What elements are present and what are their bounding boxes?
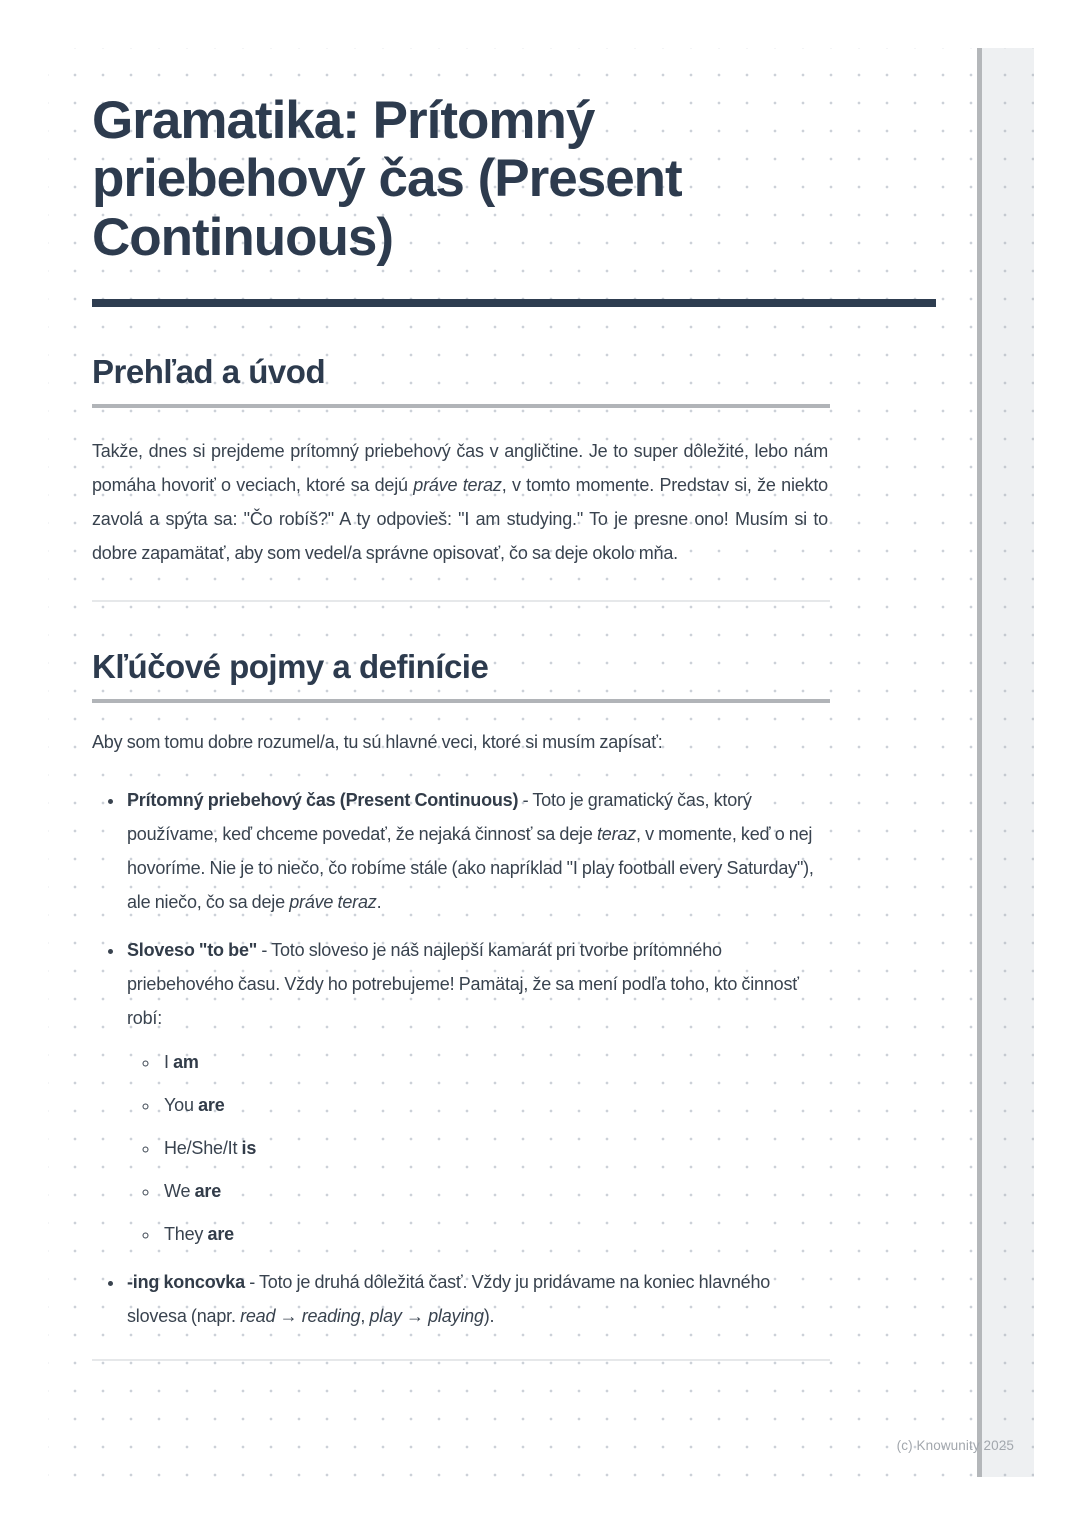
list-item-ing-ending: [125, 1265, 830, 1333]
section-divider: [92, 600, 830, 602]
italic-run: teraz: [596, 824, 636, 845]
text-run: , v momente, keď o nej hovoríme. Nie je to niečo, čo robíme stále (ako napríklad "I play football every Saturday"), ale niečo, čo sa deje: [127, 824, 814, 913]
italic-run: práve teraz: [289, 892, 377, 913]
verb-bold: am: [173, 1052, 199, 1073]
term-bold: -ing koncovka: [127, 1272, 245, 1293]
list-item-form-we: [160, 1174, 830, 1208]
verb-bold: is: [241, 1138, 257, 1159]
bottom-divider: [92, 1359, 830, 1361]
side-panel: [982, 48, 1034, 1477]
section-key-concepts: [92, 646, 933, 1333]
text-run: We: [164, 1181, 195, 1202]
text-run: .: [376, 892, 382, 913]
italic-run: playing: [428, 1306, 484, 1327]
italic-run: read: [240, 1306, 276, 1327]
overview-heading: Prehľad a úvod: [92, 352, 326, 390]
key-concepts-heading-rule: [92, 699, 830, 703]
title-rule: [92, 299, 936, 307]
verb-bold: are: [198, 1095, 225, 1116]
text-run: He/She/It: [164, 1138, 242, 1159]
italic-run: práve teraz: [413, 475, 502, 496]
title-line-3: Continuous): [92, 207, 394, 267]
key-concepts-intro: Aby som tomu dobre rozumel/a, tu sú hlavné veci, ktoré si musím zapísať:: [92, 732, 663, 753]
title-line-1: Gramatika: Prítomný: [92, 91, 595, 150]
document-content: [48, 48, 977, 1361]
key-concepts-list: [92, 783, 830, 1333]
arrow-glyph: →: [275, 1306, 302, 1327]
text-run: - Toto je gramatický čas, ktorý používame, keď chceme povedať, že nejaká činnosť sa deje: [127, 790, 752, 845]
text-run: ,: [360, 1306, 370, 1327]
text-run: - Toto sloveso je náš najlepší kamarát pri tvorbe prítomného priebehového času. Vždy ho potrebujeme! Pamätaj, že sa mení podľa toho, kto činnosť robí:: [127, 940, 799, 1029]
verb-bold: are: [207, 1224, 234, 1245]
section-overview: [92, 351, 933, 570]
document-title: [92, 92, 933, 267]
verb-bold: are: [194, 1181, 222, 1202]
text-run: - Toto je druhá dôležitá časť. Vždy ju pridávame na koniec hlavného slovesa (napr.: [127, 1272, 771, 1327]
list-item-form-i: [160, 1045, 830, 1079]
arrow-glyph: →: [401, 1306, 429, 1327]
text-run: ).: [483, 1306, 495, 1327]
text-run: You: [164, 1095, 199, 1116]
list-item-to-be: [125, 933, 830, 1251]
text-run: , v tomto momente. Predstav si, že niekto zavolá a spýta sa: "Čo robíš?" A ty odpovieš: "I am studying." To je presne ono! Musím si to dobre zapamätať, aby som vedel/a správne opisovať, čo sa deje okolo mňa.: [92, 475, 828, 564]
text-run: Takže, dnes si prejdeme prítomný priebehový čas v angličtine. Je to super dôležité, lebo nám pomáha hovoriť o veciach, ktoré sa dejú: [92, 441, 828, 496]
italic-run: reading: [301, 1306, 361, 1327]
to-be-forms-list: [127, 1045, 830, 1251]
list-item-present-continuous: [125, 783, 830, 919]
overview-heading-rule: [92, 404, 830, 408]
text-run: I: [164, 1052, 174, 1073]
document-page: [48, 48, 977, 1477]
term-bold: Sloveso "to be": [127, 940, 258, 961]
italic-run: play: [369, 1306, 402, 1327]
key-concepts-heading: Kľúčové pojmy a definície: [92, 648, 489, 686]
text-run: They: [164, 1224, 208, 1245]
title-line-2: priebehový čas (Present: [92, 149, 682, 209]
term-bold: Prítomný priebehový čas (Present Continuous): [127, 790, 519, 811]
list-item-form-they: [160, 1217, 830, 1251]
list-item-form-he-she-it: [160, 1131, 830, 1165]
list-item-form-you: [160, 1088, 830, 1122]
copyright-watermark: (c) Knowunity 2025: [896, 1438, 1014, 1453]
overview-paragraph: [92, 434, 828, 570]
